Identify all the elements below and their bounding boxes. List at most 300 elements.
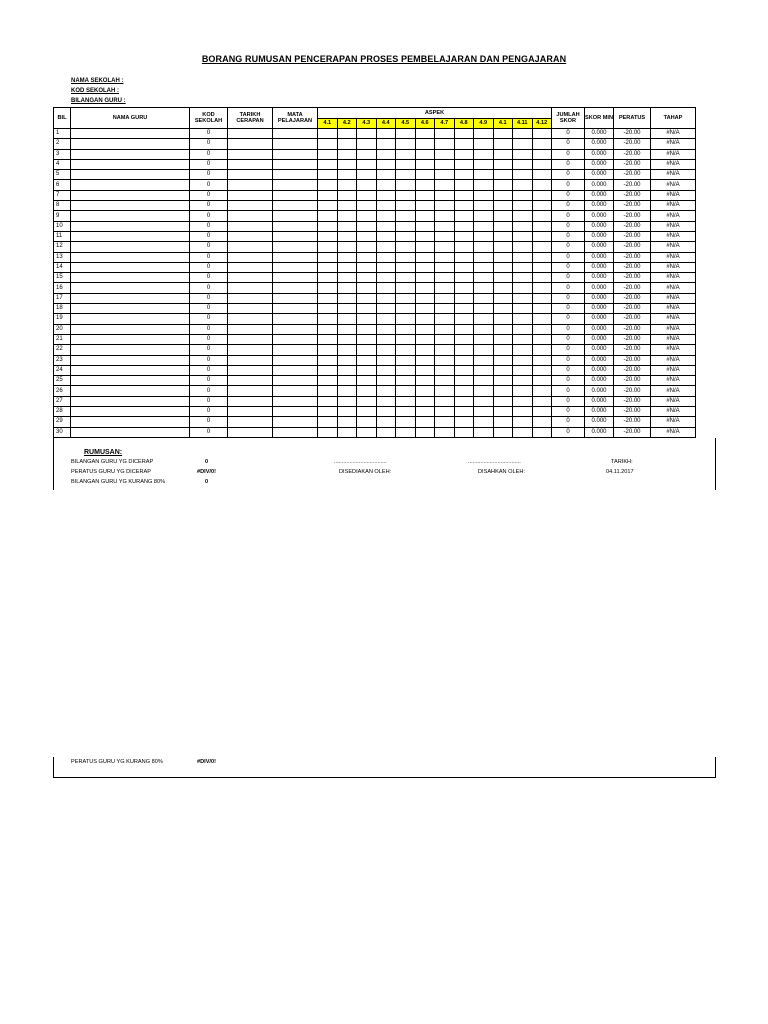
aspek-score-cell[interactable]: [376, 396, 396, 406]
aspek-score-cell[interactable]: [435, 159, 455, 169]
aspek-score-cell[interactable]: [454, 231, 474, 241]
aspek-score-cell[interactable]: [396, 242, 416, 252]
aspek-score-cell[interactable]: [513, 396, 533, 406]
aspek-score-cell[interactable]: [435, 293, 455, 303]
aspek-score-cell[interactable]: [318, 427, 338, 437]
aspek-score-cell[interactable]: [435, 273, 455, 283]
aspek-score-cell[interactable]: [532, 252, 552, 262]
aspek-score-cell[interactable]: [532, 231, 552, 241]
aspek-score-cell[interactable]: [474, 252, 494, 262]
nama-guru-cell[interactable]: [71, 324, 190, 334]
aspek-score-cell[interactable]: [493, 304, 513, 314]
aspek-score-cell[interactable]: [337, 221, 357, 231]
aspek-score-cell[interactable]: [357, 345, 377, 355]
aspek-score-cell[interactable]: [396, 170, 416, 180]
nama-guru-cell[interactable]: [71, 376, 190, 386]
aspek-score-cell[interactable]: [318, 376, 338, 386]
aspek-score-cell[interactable]: [474, 283, 494, 293]
tarikh-cerapan-cell[interactable]: [228, 304, 273, 314]
nama-guru-cell[interactable]: [71, 396, 190, 406]
aspek-score-cell[interactable]: [435, 386, 455, 396]
aspek-score-cell[interactable]: [337, 334, 357, 344]
aspek-score-cell[interactable]: [532, 324, 552, 334]
aspek-score-cell[interactable]: [357, 417, 377, 427]
aspek-score-cell[interactable]: [396, 334, 416, 344]
aspek-score-cell[interactable]: [318, 365, 338, 375]
aspek-score-cell[interactable]: [474, 170, 494, 180]
tarikh-cerapan-cell[interactable]: [228, 139, 273, 149]
aspek-score-cell[interactable]: [493, 345, 513, 355]
aspek-score-cell[interactable]: [376, 355, 396, 365]
aspek-score-cell[interactable]: [337, 283, 357, 293]
aspek-score-cell[interactable]: [357, 242, 377, 252]
aspek-score-cell[interactable]: [376, 242, 396, 252]
aspek-score-cell[interactable]: [357, 231, 377, 241]
aspek-score-cell[interactable]: [493, 283, 513, 293]
aspek-score-cell[interactable]: [454, 180, 474, 190]
mata-pelajaran-cell[interactable]: [273, 376, 318, 386]
aspek-score-cell[interactable]: [474, 376, 494, 386]
aspek-score-cell[interactable]: [396, 304, 416, 314]
aspek-score-cell[interactable]: [318, 129, 338, 139]
aspek-score-cell[interactable]: [376, 139, 396, 149]
mata-pelajaran-cell[interactable]: [273, 231, 318, 241]
aspek-score-cell[interactable]: [435, 170, 455, 180]
aspek-score-cell[interactable]: [396, 386, 416, 396]
aspek-score-cell[interactable]: [357, 129, 377, 139]
aspek-score-cell[interactable]: [415, 283, 435, 293]
tarikh-cerapan-cell[interactable]: [228, 273, 273, 283]
mata-pelajaran-cell[interactable]: [273, 365, 318, 375]
aspek-score-cell[interactable]: [454, 396, 474, 406]
tarikh-cerapan-cell[interactable]: [228, 427, 273, 437]
aspek-score-cell[interactable]: [435, 129, 455, 139]
aspek-score-cell[interactable]: [318, 293, 338, 303]
aspek-score-cell[interactable]: [454, 314, 474, 324]
aspek-score-cell[interactable]: [532, 407, 552, 417]
nama-guru-cell[interactable]: [71, 149, 190, 159]
aspek-score-cell[interactable]: [318, 262, 338, 272]
aspek-score-cell[interactable]: [513, 365, 533, 375]
tarikh-cerapan-cell[interactable]: [228, 190, 273, 200]
aspek-score-cell[interactable]: [337, 324, 357, 334]
aspek-score-cell[interactable]: [493, 242, 513, 252]
aspek-score-cell[interactable]: [513, 149, 533, 159]
aspek-score-cell[interactable]: [396, 293, 416, 303]
nama-guru-cell[interactable]: [71, 334, 190, 344]
aspek-score-cell[interactable]: [435, 242, 455, 252]
aspek-score-cell[interactable]: [357, 252, 377, 262]
nama-guru-cell[interactable]: [71, 211, 190, 221]
aspek-score-cell[interactable]: [435, 345, 455, 355]
aspek-score-cell[interactable]: [357, 273, 377, 283]
aspek-score-cell[interactable]: [493, 221, 513, 231]
aspek-score-cell[interactable]: [318, 396, 338, 406]
aspek-score-cell[interactable]: [376, 149, 396, 159]
nama-guru-cell[interactable]: [71, 386, 190, 396]
aspek-score-cell[interactable]: [493, 139, 513, 149]
mata-pelajaran-cell[interactable]: [273, 396, 318, 406]
aspek-score-cell[interactable]: [396, 407, 416, 417]
aspek-score-cell[interactable]: [357, 221, 377, 231]
aspek-score-cell[interactable]: [396, 190, 416, 200]
tarikh-cerapan-cell[interactable]: [228, 293, 273, 303]
tarikh-cerapan-cell[interactable]: [228, 262, 273, 272]
tarikh-cerapan-cell[interactable]: [228, 242, 273, 252]
mata-pelajaran-cell[interactable]: [273, 355, 318, 365]
aspek-score-cell[interactable]: [532, 283, 552, 293]
aspek-score-cell[interactable]: [532, 304, 552, 314]
aspek-score-cell[interactable]: [513, 129, 533, 139]
aspek-score-cell[interactable]: [435, 221, 455, 231]
aspek-score-cell[interactable]: [513, 293, 533, 303]
nama-guru-cell[interactable]: [71, 129, 190, 139]
aspek-score-cell[interactable]: [318, 149, 338, 159]
aspek-score-cell[interactable]: [337, 201, 357, 211]
aspek-score-cell[interactable]: [435, 190, 455, 200]
aspek-score-cell[interactable]: [493, 129, 513, 139]
aspek-score-cell[interactable]: [493, 386, 513, 396]
aspek-score-cell[interactable]: [415, 334, 435, 344]
aspek-score-cell[interactable]: [337, 304, 357, 314]
aspek-score-cell[interactable]: [376, 386, 396, 396]
aspek-score-cell[interactable]: [415, 190, 435, 200]
aspek-score-cell[interactable]: [454, 365, 474, 375]
aspek-score-cell[interactable]: [493, 190, 513, 200]
aspek-score-cell[interactable]: [513, 407, 533, 417]
aspek-score-cell[interactable]: [318, 211, 338, 221]
mata-pelajaran-cell[interactable]: [273, 149, 318, 159]
aspek-score-cell[interactable]: [415, 304, 435, 314]
aspek-score-cell[interactable]: [532, 201, 552, 211]
aspek-score-cell[interactable]: [454, 262, 474, 272]
aspek-score-cell[interactable]: [376, 345, 396, 355]
aspek-score-cell[interactable]: [415, 159, 435, 169]
aspek-score-cell[interactable]: [454, 376, 474, 386]
aspek-score-cell[interactable]: [376, 427, 396, 437]
aspek-score-cell[interactable]: [474, 334, 494, 344]
mata-pelajaran-cell[interactable]: [273, 273, 318, 283]
aspek-score-cell[interactable]: [396, 417, 416, 427]
aspek-score-cell[interactable]: [318, 345, 338, 355]
aspek-score-cell[interactable]: [376, 283, 396, 293]
aspek-score-cell[interactable]: [376, 252, 396, 262]
aspek-score-cell[interactable]: [357, 427, 377, 437]
aspek-score-cell[interactable]: [474, 355, 494, 365]
aspek-score-cell[interactable]: [357, 314, 377, 324]
aspek-score-cell[interactable]: [376, 376, 396, 386]
aspek-score-cell[interactable]: [376, 231, 396, 241]
nama-guru-cell[interactable]: [71, 180, 190, 190]
aspek-score-cell[interactable]: [357, 262, 377, 272]
aspek-score-cell[interactable]: [376, 201, 396, 211]
aspek-score-cell[interactable]: [513, 355, 533, 365]
aspek-score-cell[interactable]: [532, 427, 552, 437]
aspek-score-cell[interactable]: [474, 273, 494, 283]
aspek-score-cell[interactable]: [513, 252, 533, 262]
aspek-score-cell[interactable]: [435, 304, 455, 314]
aspek-score-cell[interactable]: [396, 314, 416, 324]
mata-pelajaran-cell[interactable]: [273, 345, 318, 355]
aspek-score-cell[interactable]: [435, 324, 455, 334]
aspek-score-cell[interactable]: [396, 159, 416, 169]
aspek-score-cell[interactable]: [513, 417, 533, 427]
aspek-score-cell[interactable]: [376, 334, 396, 344]
aspek-score-cell[interactable]: [532, 355, 552, 365]
aspek-score-cell[interactable]: [493, 231, 513, 241]
aspek-score-cell[interactable]: [357, 324, 377, 334]
aspek-score-cell[interactable]: [454, 304, 474, 314]
aspek-score-cell[interactable]: [493, 180, 513, 190]
aspek-score-cell[interactable]: [435, 262, 455, 272]
aspek-score-cell[interactable]: [513, 345, 533, 355]
aspek-score-cell[interactable]: [415, 293, 435, 303]
aspek-score-cell[interactable]: [454, 334, 474, 344]
aspek-score-cell[interactable]: [454, 273, 474, 283]
aspek-score-cell[interactable]: [435, 211, 455, 221]
aspek-score-cell[interactable]: [337, 293, 357, 303]
aspek-score-cell[interactable]: [454, 201, 474, 211]
aspek-score-cell[interactable]: [415, 252, 435, 262]
aspek-score-cell[interactable]: [337, 355, 357, 365]
aspek-score-cell[interactable]: [337, 396, 357, 406]
nama-guru-cell[interactable]: [71, 231, 190, 241]
aspek-score-cell[interactable]: [337, 129, 357, 139]
tarikh-cerapan-cell[interactable]: [228, 283, 273, 293]
aspek-score-cell[interactable]: [474, 365, 494, 375]
aspek-score-cell[interactable]: [415, 139, 435, 149]
aspek-score-cell[interactable]: [435, 334, 455, 344]
aspek-score-cell[interactable]: [513, 170, 533, 180]
aspek-score-cell[interactable]: [493, 149, 513, 159]
aspek-score-cell[interactable]: [474, 396, 494, 406]
mata-pelajaran-cell[interactable]: [273, 334, 318, 344]
aspek-score-cell[interactable]: [415, 149, 435, 159]
aspek-score-cell[interactable]: [318, 334, 338, 344]
aspek-score-cell[interactable]: [474, 190, 494, 200]
aspek-score-cell[interactable]: [513, 159, 533, 169]
aspek-score-cell[interactable]: [396, 129, 416, 139]
aspek-score-cell[interactable]: [493, 252, 513, 262]
aspek-score-cell[interactable]: [318, 159, 338, 169]
mata-pelajaran-cell[interactable]: [273, 129, 318, 139]
aspek-score-cell[interactable]: [415, 314, 435, 324]
aspek-score-cell[interactable]: [493, 427, 513, 437]
aspek-score-cell[interactable]: [318, 314, 338, 324]
aspek-score-cell[interactable]: [376, 159, 396, 169]
aspek-score-cell[interactable]: [435, 180, 455, 190]
aspek-score-cell[interactable]: [337, 231, 357, 241]
mata-pelajaran-cell[interactable]: [273, 211, 318, 221]
aspek-score-cell[interactable]: [532, 345, 552, 355]
aspek-score-cell[interactable]: [357, 149, 377, 159]
aspek-score-cell[interactable]: [454, 407, 474, 417]
tarikh-cerapan-cell[interactable]: [228, 355, 273, 365]
mata-pelajaran-cell[interactable]: [273, 190, 318, 200]
aspek-score-cell[interactable]: [493, 334, 513, 344]
aspek-score-cell[interactable]: [318, 407, 338, 417]
aspek-score-cell[interactable]: [318, 170, 338, 180]
aspek-score-cell[interactable]: [357, 201, 377, 211]
aspek-score-cell[interactable]: [435, 355, 455, 365]
aspek-score-cell[interactable]: [513, 180, 533, 190]
aspek-score-cell[interactable]: [415, 386, 435, 396]
aspek-score-cell[interactable]: [532, 273, 552, 283]
aspek-score-cell[interactable]: [357, 293, 377, 303]
aspek-score-cell[interactable]: [318, 324, 338, 334]
aspek-score-cell[interactable]: [396, 396, 416, 406]
aspek-score-cell[interactable]: [396, 262, 416, 272]
tarikh-cerapan-cell[interactable]: [228, 334, 273, 344]
aspek-score-cell[interactable]: [435, 427, 455, 437]
aspek-score-cell[interactable]: [396, 427, 416, 437]
aspek-score-cell[interactable]: [337, 252, 357, 262]
mata-pelajaran-cell[interactable]: [273, 159, 318, 169]
aspek-score-cell[interactable]: [396, 252, 416, 262]
aspek-score-cell[interactable]: [435, 376, 455, 386]
aspek-score-cell[interactable]: [396, 324, 416, 334]
aspek-score-cell[interactable]: [493, 417, 513, 427]
aspek-score-cell[interactable]: [474, 386, 494, 396]
aspek-score-cell[interactable]: [357, 304, 377, 314]
aspek-score-cell[interactable]: [376, 273, 396, 283]
mata-pelajaran-cell[interactable]: [273, 293, 318, 303]
aspek-score-cell[interactable]: [357, 180, 377, 190]
aspek-score-cell[interactable]: [532, 180, 552, 190]
nama-guru-cell[interactable]: [71, 242, 190, 252]
aspek-score-cell[interactable]: [415, 365, 435, 375]
aspek-score-cell[interactable]: [376, 129, 396, 139]
aspek-score-cell[interactable]: [435, 139, 455, 149]
aspek-score-cell[interactable]: [513, 427, 533, 437]
aspek-score-cell[interactable]: [337, 149, 357, 159]
aspek-score-cell[interactable]: [337, 345, 357, 355]
nama-guru-cell[interactable]: [71, 417, 190, 427]
aspek-score-cell[interactable]: [513, 304, 533, 314]
aspek-score-cell[interactable]: [513, 211, 533, 221]
aspek-score-cell[interactable]: [318, 252, 338, 262]
mata-pelajaran-cell[interactable]: [273, 417, 318, 427]
nama-guru-cell[interactable]: [71, 407, 190, 417]
aspek-score-cell[interactable]: [337, 417, 357, 427]
aspek-score-cell[interactable]: [376, 262, 396, 272]
nama-guru-cell[interactable]: [71, 304, 190, 314]
aspek-score-cell[interactable]: [474, 417, 494, 427]
aspek-score-cell[interactable]: [415, 355, 435, 365]
aspek-score-cell[interactable]: [474, 231, 494, 241]
aspek-score-cell[interactable]: [357, 283, 377, 293]
mata-pelajaran-cell[interactable]: [273, 180, 318, 190]
aspek-score-cell[interactable]: [415, 170, 435, 180]
aspek-score-cell[interactable]: [532, 386, 552, 396]
aspek-score-cell[interactable]: [318, 180, 338, 190]
tarikh-cerapan-cell[interactable]: [228, 129, 273, 139]
aspek-score-cell[interactable]: [532, 293, 552, 303]
aspek-score-cell[interactable]: [357, 159, 377, 169]
aspek-score-cell[interactable]: [474, 129, 494, 139]
aspek-score-cell[interactable]: [376, 324, 396, 334]
aspek-score-cell[interactable]: [357, 355, 377, 365]
aspek-score-cell[interactable]: [415, 180, 435, 190]
aspek-score-cell[interactable]: [415, 221, 435, 231]
mata-pelajaran-cell[interactable]: [273, 242, 318, 252]
aspek-score-cell[interactable]: [318, 417, 338, 427]
aspek-score-cell[interactable]: [493, 211, 513, 221]
aspek-score-cell[interactable]: [532, 365, 552, 375]
tarikh-cerapan-cell[interactable]: [228, 211, 273, 221]
aspek-score-cell[interactable]: [532, 170, 552, 180]
aspek-score-cell[interactable]: [513, 139, 533, 149]
aspek-score-cell[interactable]: [532, 221, 552, 231]
mata-pelajaran-cell[interactable]: [273, 407, 318, 417]
aspek-score-cell[interactable]: [513, 262, 533, 272]
aspek-score-cell[interactable]: [376, 211, 396, 221]
tarikh-cerapan-cell[interactable]: [228, 365, 273, 375]
aspek-score-cell[interactable]: [474, 149, 494, 159]
mata-pelajaran-cell[interactable]: [273, 139, 318, 149]
aspek-score-cell[interactable]: [454, 211, 474, 221]
mata-pelajaran-cell[interactable]: [273, 314, 318, 324]
aspek-score-cell[interactable]: [474, 211, 494, 221]
aspek-score-cell[interactable]: [435, 417, 455, 427]
aspek-score-cell[interactable]: [474, 304, 494, 314]
tarikh-cerapan-cell[interactable]: [228, 180, 273, 190]
aspek-score-cell[interactable]: [376, 417, 396, 427]
mata-pelajaran-cell[interactable]: [273, 252, 318, 262]
nama-guru-cell[interactable]: [71, 262, 190, 272]
aspek-score-cell[interactable]: [357, 170, 377, 180]
aspek-score-cell[interactable]: [513, 314, 533, 324]
aspek-score-cell[interactable]: [396, 355, 416, 365]
aspek-score-cell[interactable]: [357, 396, 377, 406]
aspek-score-cell[interactable]: [337, 159, 357, 169]
aspek-score-cell[interactable]: [454, 190, 474, 200]
tarikh-cerapan-cell[interactable]: [228, 376, 273, 386]
aspek-score-cell[interactable]: [376, 221, 396, 231]
aspek-score-cell[interactable]: [435, 283, 455, 293]
tarikh-cerapan-cell[interactable]: [228, 324, 273, 334]
aspek-score-cell[interactable]: [318, 304, 338, 314]
aspek-score-cell[interactable]: [474, 159, 494, 169]
aspek-score-cell[interactable]: [493, 324, 513, 334]
aspek-score-cell[interactable]: [337, 407, 357, 417]
aspek-score-cell[interactable]: [318, 355, 338, 365]
aspek-score-cell[interactable]: [415, 273, 435, 283]
aspek-score-cell[interactable]: [474, 427, 494, 437]
aspek-score-cell[interactable]: [454, 129, 474, 139]
aspek-score-cell[interactable]: [435, 396, 455, 406]
nama-guru-cell[interactable]: [71, 355, 190, 365]
aspek-score-cell[interactable]: [513, 283, 533, 293]
aspek-score-cell[interactable]: [454, 417, 474, 427]
aspek-score-cell[interactable]: [337, 180, 357, 190]
aspek-score-cell[interactable]: [396, 211, 416, 221]
aspek-score-cell[interactable]: [318, 273, 338, 283]
aspek-score-cell[interactable]: [415, 407, 435, 417]
aspek-score-cell[interactable]: [454, 386, 474, 396]
aspek-score-cell[interactable]: [357, 211, 377, 221]
aspek-score-cell[interactable]: [493, 170, 513, 180]
aspek-score-cell[interactable]: [435, 407, 455, 417]
aspek-score-cell[interactable]: [337, 211, 357, 221]
mata-pelajaran-cell[interactable]: [273, 262, 318, 272]
aspek-score-cell[interactable]: [532, 149, 552, 159]
aspek-score-cell[interactable]: [513, 221, 533, 231]
aspek-score-cell[interactable]: [337, 262, 357, 272]
aspek-score-cell[interactable]: [337, 242, 357, 252]
aspek-score-cell[interactable]: [513, 201, 533, 211]
aspek-score-cell[interactable]: [415, 129, 435, 139]
